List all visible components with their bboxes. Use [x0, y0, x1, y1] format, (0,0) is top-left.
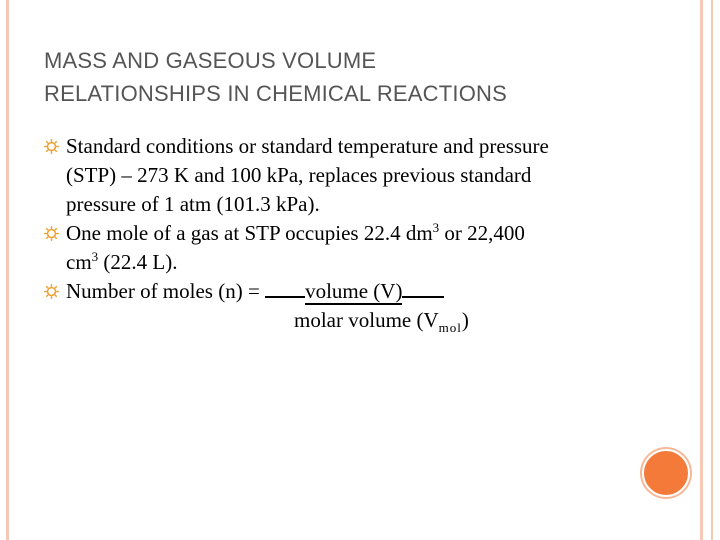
- accent-circle-icon: [642, 449, 690, 497]
- sun-icon: [44, 226, 59, 241]
- title-line-1: MASS AND GASEOUS VOLUME: [44, 48, 377, 73]
- formula-denominator-row: [66, 306, 664, 335]
- formula-denominator-subscript: mol: [438, 320, 462, 336]
- formula-numerator-row: [66, 277, 664, 306]
- sun-icon: [44, 284, 59, 299]
- bullet-item-molar-volume: [44, 219, 664, 277]
- bullet-1-line-2: (STP) – 273 K and 100 kPa, replaces previous standard: [66, 163, 532, 187]
- left-border-line: [6, 0, 9, 540]
- right-border-line-outer: [711, 0, 713, 540]
- formula-denominator-close: ): [461, 308, 469, 332]
- right-border-line: [700, 0, 703, 540]
- fraction-bar-left: [265, 278, 305, 298]
- bullet-item-stp: [44, 132, 664, 219]
- formula-denominator-text: molar volume (V: [294, 308, 439, 332]
- bullet-list: [44, 132, 664, 335]
- bullet-1-line-3: pressure of 1 atm (101.3 kPa).: [66, 192, 320, 216]
- sun-icon: [44, 139, 59, 154]
- bullet-item-moles-formula: [44, 277, 664, 335]
- fraction-bar-right: [402, 278, 444, 298]
- title-line-2: RELATIONSHIPS IN CHEMICAL REACTIONS: [44, 81, 507, 106]
- bullet-2-text-c: cm: [66, 250, 92, 274]
- bullet-2-line-2: [66, 248, 664, 277]
- bullet-2-sup-1: 3: [432, 220, 440, 235]
- formula-lead-text: Number of moles (n) =: [66, 279, 266, 303]
- bullet-2-sup-2: 3: [91, 249, 99, 264]
- bullet-2-text-d: (22.4 L).: [98, 250, 178, 274]
- formula-numerator: volume (V): [305, 279, 403, 303]
- bullet-2-line-1: [66, 219, 664, 248]
- slide-title: [44, 44, 644, 110]
- bullet-2-text-a: One mole of a gas at STP occupies 22.4 dm: [66, 221, 433, 245]
- bullet-1-line-1: Standard conditions or standard temperature and pressure: [66, 134, 549, 158]
- bullet-2-text-b: or 22,400: [439, 221, 525, 245]
